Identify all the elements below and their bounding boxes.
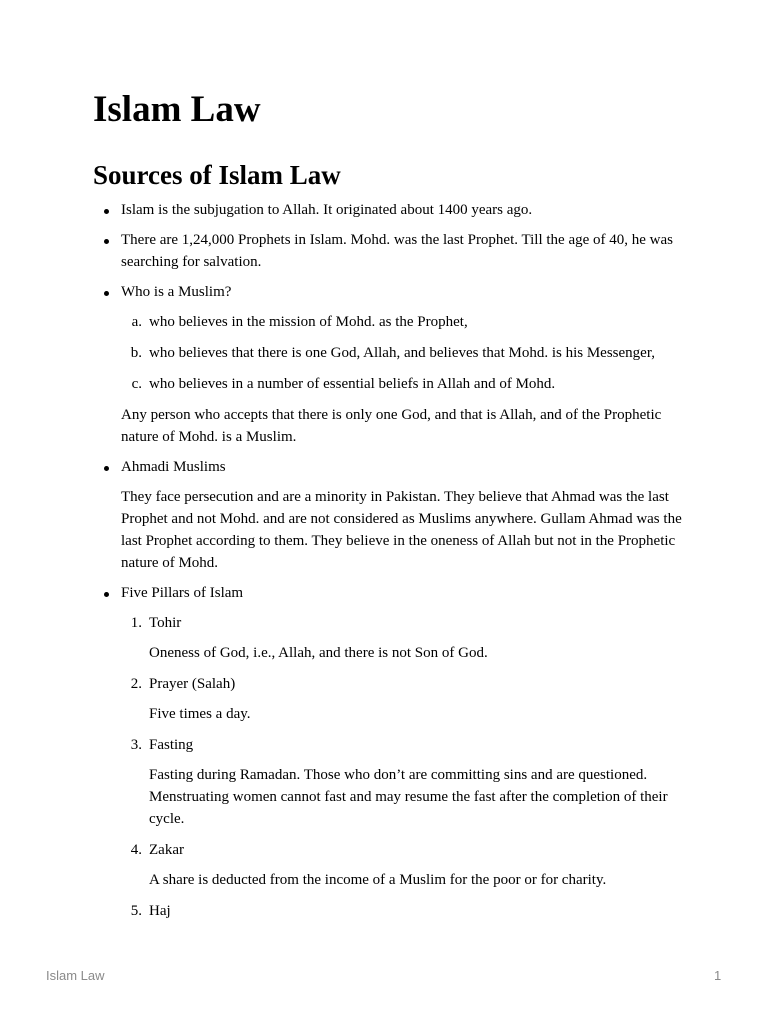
list-item-text: Islam is the subjugation to Allah. It originated about 1400 years ago.	[121, 202, 533, 218]
numbered-list	[121, 612, 683, 922]
list-item	[93, 199, 683, 221]
bullet-icon	[104, 291, 109, 296]
section-heading: Sources of Islam Law	[93, 160, 341, 190]
list-marker: 5.	[130, 903, 142, 919]
bullet-icon	[104, 209, 109, 214]
footer-title: Islam Law	[46, 968, 105, 983]
list-item-text: Ahmadi Muslims	[121, 459, 226, 475]
list-marker: 3.	[130, 737, 142, 753]
sub-list-item	[121, 839, 683, 891]
list-marker: b.	[130, 345, 142, 361]
paragraph: Oneness of God, i.e., Allah, and there is not Son of God.	[149, 645, 488, 661]
list-marker: a.	[131, 314, 142, 330]
bullet-icon	[104, 592, 109, 597]
paragraph: A share is deducted from the income of a Muslim for the poor or for charity.	[149, 872, 607, 888]
sub-list-item-text: who believes in the mission of Mohd. as the Prophet,	[149, 314, 468, 330]
list-marker: c.	[131, 376, 142, 392]
paragraph: Five times a day.	[149, 706, 251, 722]
list-item-text: Five Pillars of Islam	[121, 585, 244, 601]
list-marker: 1.	[130, 615, 142, 631]
sub-list-item-text: Zakar	[149, 842, 184, 858]
lettered-list	[121, 311, 683, 395]
sub-list-item	[121, 612, 683, 664]
page-number: 1	[714, 968, 722, 983]
sub-list-item-text: Haj	[149, 903, 171, 919]
document-body	[93, 199, 683, 931]
bullet-icon	[104, 466, 109, 471]
sub-list-item-text: who believes in a number of essential beliefs in Allah and of Mohd.	[149, 376, 556, 392]
paragraph: They face persecution and are a minority in Pakistan. They believe that Ahmad was the last Prophet and not Mohd. and are not considered as Muslims anywhere. Gullam Ahmad was the last Prophet according to them. They believe in the oneness of Allah but not in the Prophetic nature of Mohd.	[121, 489, 682, 571]
sub-list-item	[121, 373, 683, 395]
list-item	[93, 582, 683, 922]
sub-list-item	[121, 900, 683, 922]
paragraph: Fasting during Ramadan. Those who don’t are committing sins and are questioned. Menstruating women cannot fast and may resume the fast after the completion of their cycle.	[149, 767, 668, 827]
list-item	[93, 229, 683, 273]
sub-list-item-text: who believes that there is one God, Allah, and believes that Mohd. is his Messenger,	[149, 345, 655, 361]
sub-list-item	[121, 342, 683, 364]
sub-list-item	[121, 673, 683, 725]
list-marker: 2.	[130, 676, 142, 692]
sub-list-item-text: Tohir	[149, 615, 182, 631]
sub-list-item-text: Fasting	[149, 737, 194, 753]
sub-list-item-text: Prayer (Salah)	[149, 676, 236, 692]
paragraph: Any person who accepts that there is only one God, and that is Allah, and of the Prophetic nature of Mohd. is a Muslim.	[121, 407, 662, 445]
sub-list-item	[121, 311, 683, 333]
document-title: Islam Law	[93, 89, 261, 130]
list-item-text: Who is a Muslim?	[121, 284, 232, 300]
bullet-list	[93, 199, 683, 922]
list-item	[93, 281, 683, 448]
list-item-text: There are 1,24,000 Prophets in Islam. Mohd. was the last Prophet. Till the age of 40, he was searching for salvation.	[121, 232, 673, 270]
bullet-icon	[104, 239, 109, 244]
list-item	[93, 456, 683, 574]
sub-list-item	[121, 734, 683, 830]
list-marker: 4.	[130, 842, 142, 858]
